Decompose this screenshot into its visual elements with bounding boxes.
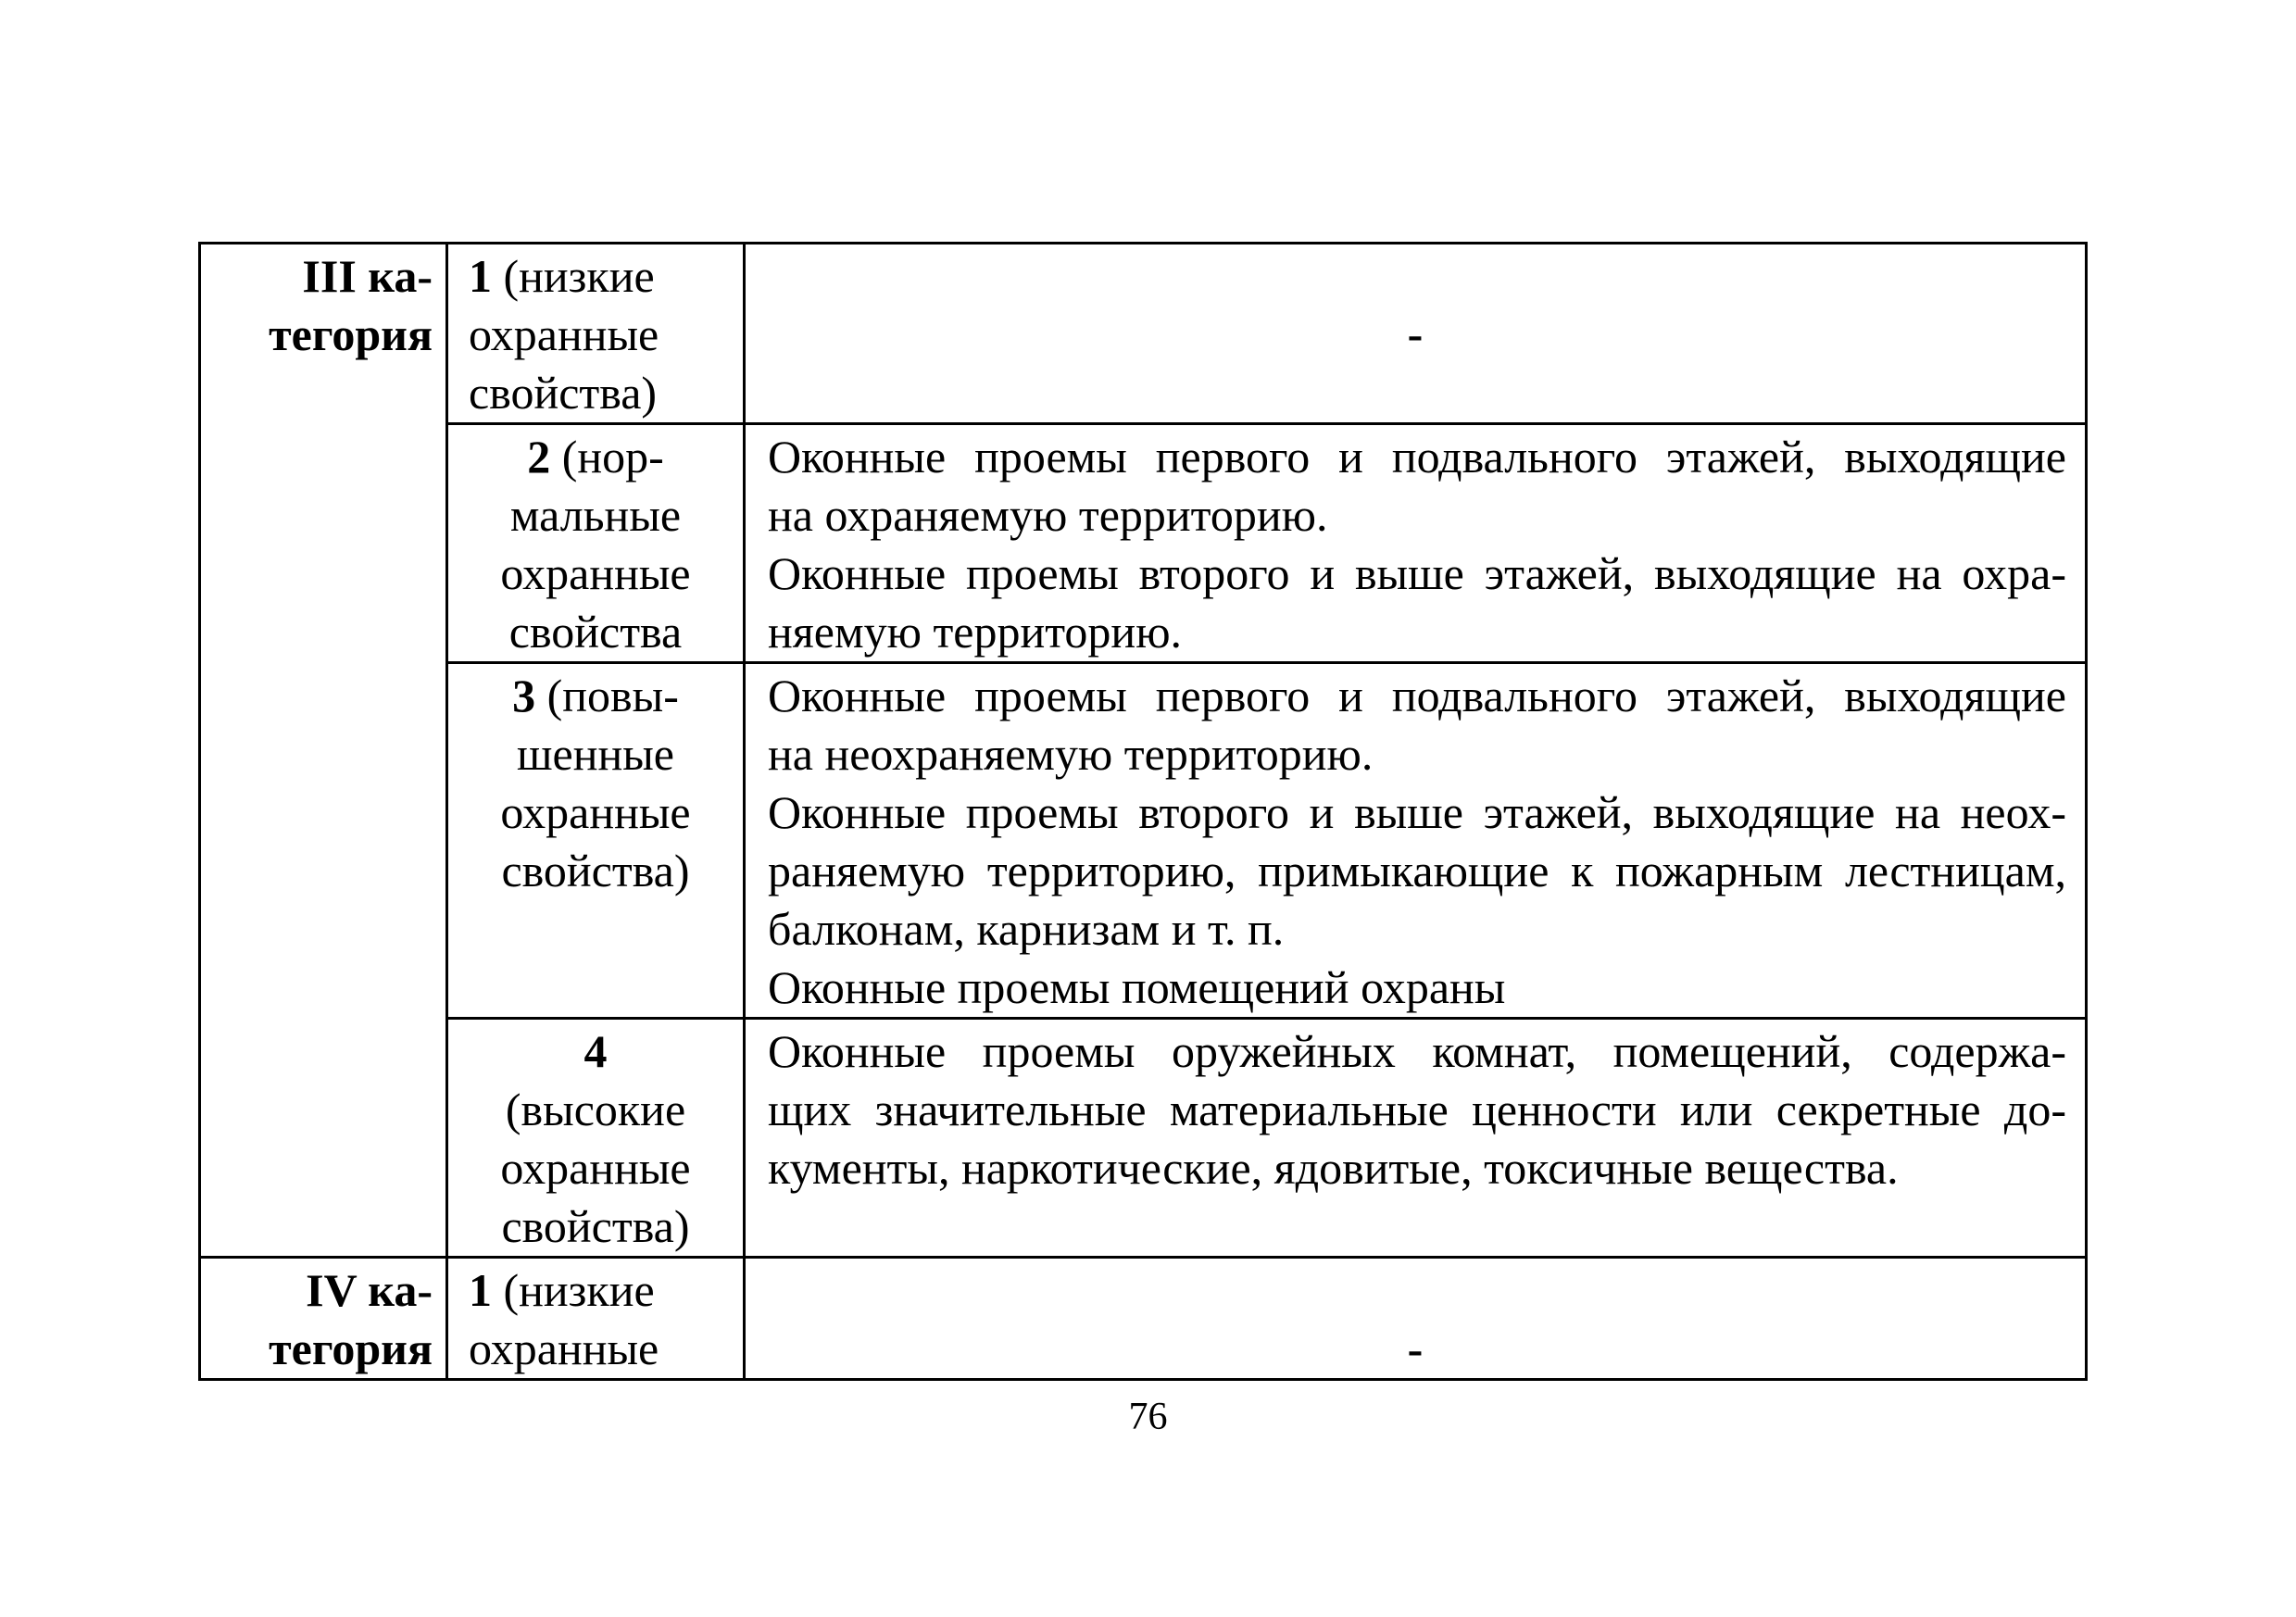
- description-line: на охраняемую территорию.: [768, 489, 1328, 541]
- table-row: [200, 663, 2087, 1019]
- description-cell: [745, 1019, 2087, 1258]
- description-line: на неохраняемую территорию.: [768, 728, 1374, 780]
- level-cell: [447, 663, 745, 1019]
- description-line: Оконные проемы оружейных комнат, помещений, содержа-: [768, 1025, 2066, 1077]
- description-cell: [745, 424, 2087, 663]
- level-number: 1: [469, 250, 492, 302]
- level-number: 3: [512, 670, 536, 721]
- table-row: [200, 1019, 2087, 1258]
- level-number: 2: [527, 431, 551, 483]
- level-cell: [447, 244, 745, 424]
- level-cell: [447, 1258, 745, 1380]
- table-row: [200, 1258, 2087, 1380]
- level-text: (нор-: [561, 431, 664, 483]
- description-line: щих значительные материальные ценности или секретные до-: [768, 1084, 2066, 1135]
- level-text: свойства): [469, 367, 658, 419]
- description-cell: [745, 663, 2087, 1019]
- level-text: свойства): [501, 1200, 690, 1252]
- description-cell-empty: -: [745, 244, 2087, 424]
- level-number: 1: [469, 1264, 492, 1316]
- description-line: Оконные проемы второго и выше этажей, выходящие на неох-: [768, 786, 2066, 838]
- level-text: (низкие: [503, 250, 655, 302]
- level-text: охранные: [500, 786, 691, 838]
- table-row: [200, 424, 2087, 663]
- level-text: (высокие: [505, 1084, 686, 1135]
- level-text: шенные: [517, 728, 674, 780]
- category-label-line: тегория: [269, 1322, 433, 1374]
- level-text: (низкие: [503, 1264, 655, 1316]
- level-text: охранные: [469, 308, 659, 360]
- level-text: охранные: [500, 1142, 691, 1194]
- level-number: 4: [583, 1025, 608, 1077]
- level-cell: [447, 1019, 745, 1258]
- level-text: свойства): [501, 845, 690, 896]
- level-text: охранные: [500, 547, 691, 599]
- description-line: Оконные проемы второго и выше этажей, выходящие на охра-: [768, 547, 2066, 599]
- description-cell-empty: -: [745, 1258, 2087, 1380]
- level-text: (повы-: [546, 670, 679, 721]
- description-line: раняемую территорию, примыкающие к пожарным лестницам,: [768, 845, 2066, 896]
- category-label-line: IV ка-: [306, 1264, 433, 1316]
- level-text: свойства: [508, 606, 683, 658]
- table-row: [200, 244, 2087, 424]
- description-line: кументы, наркотические, ядовитые, токсичные вещества.: [768, 1142, 1899, 1194]
- description-line: Оконные проемы первого и подвального этажей, выходящие: [768, 431, 2066, 483]
- level-text: мальные: [509, 489, 682, 541]
- description-line: Оконные проемы помещений охраны: [768, 961, 1506, 1013]
- category-label-line: тегория: [269, 308, 433, 360]
- description-line: Оконные проемы первого и подвального этажей, выходящие: [768, 670, 2066, 721]
- level-cell: [447, 424, 745, 663]
- category-label-line: III ка-: [302, 250, 433, 302]
- category-cell-iii: [200, 244, 447, 1258]
- page-number: 76: [1128, 1396, 1168, 1438]
- classification-table: [198, 242, 2088, 1381]
- description-line: няемую территорию.: [768, 606, 1183, 658]
- description-line: балконам, карнизам и т. п.: [768, 903, 1285, 955]
- category-cell-iv: [200, 1258, 447, 1380]
- level-text: охранные: [469, 1322, 659, 1374]
